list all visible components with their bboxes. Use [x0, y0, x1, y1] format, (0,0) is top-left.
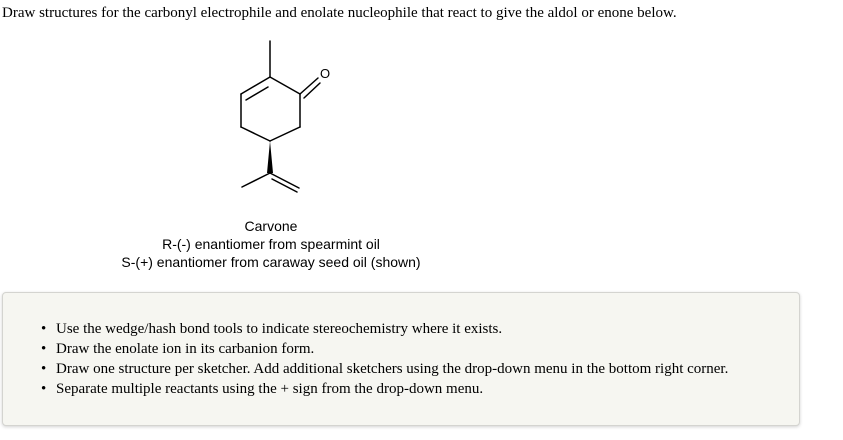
oxygen-label: O: [320, 66, 331, 81]
molecule-name: Carvone: [244, 218, 298, 234]
instruction-text: Draw one structure per sketcher. Add additional sketchers using the drop-down menu in the bottom right corner.: [56, 361, 729, 377]
bullet-icon: •: [41, 341, 47, 357]
enantiomer-note-s: S-(+) enantiomer from caraway seed oil (shown): [121, 254, 421, 270]
carbonyl-bond: [300, 78, 318, 94]
instruction-text: Draw the enolate ion in its carbanion form.: [56, 341, 315, 357]
wedge-bond: [267, 141, 273, 173]
isopropenyl-bond: [242, 173, 270, 187]
instruction-item: [41, 319, 728, 339]
instruction-item: [41, 379, 728, 399]
ring-bond: [270, 77, 300, 94]
bullet-icon: •: [41, 361, 47, 377]
ring-bond: [241, 127, 270, 141]
instructions-list: [3, 319, 728, 399]
instruction-item: [41, 339, 728, 359]
enantiomer-note-r: R-(-) enantiomer from spearmint oil: [162, 236, 380, 252]
ring-bond: [270, 127, 300, 141]
question-prompt: Draw structures for the carbonyl electrophile and enolate nucleophile that react to give the aldol or enone below.: [2, 5, 677, 21]
bullet-icon: •: [41, 321, 47, 337]
instructions-box: [2, 292, 800, 426]
ring-bond: [241, 77, 270, 94]
instruction-item: [41, 359, 729, 379]
instruction-text: Separate multiple reactants using the + sign from the drop-down menu.: [56, 381, 484, 397]
instruction-text: Use the wedge/hash bond tools to indicate stereochemistry where it exists.: [56, 321, 503, 337]
carbonyl-bond: [304, 83, 320, 98]
carvone-structure: [225, 35, 345, 195]
bullet-icon: •: [41, 381, 47, 397]
